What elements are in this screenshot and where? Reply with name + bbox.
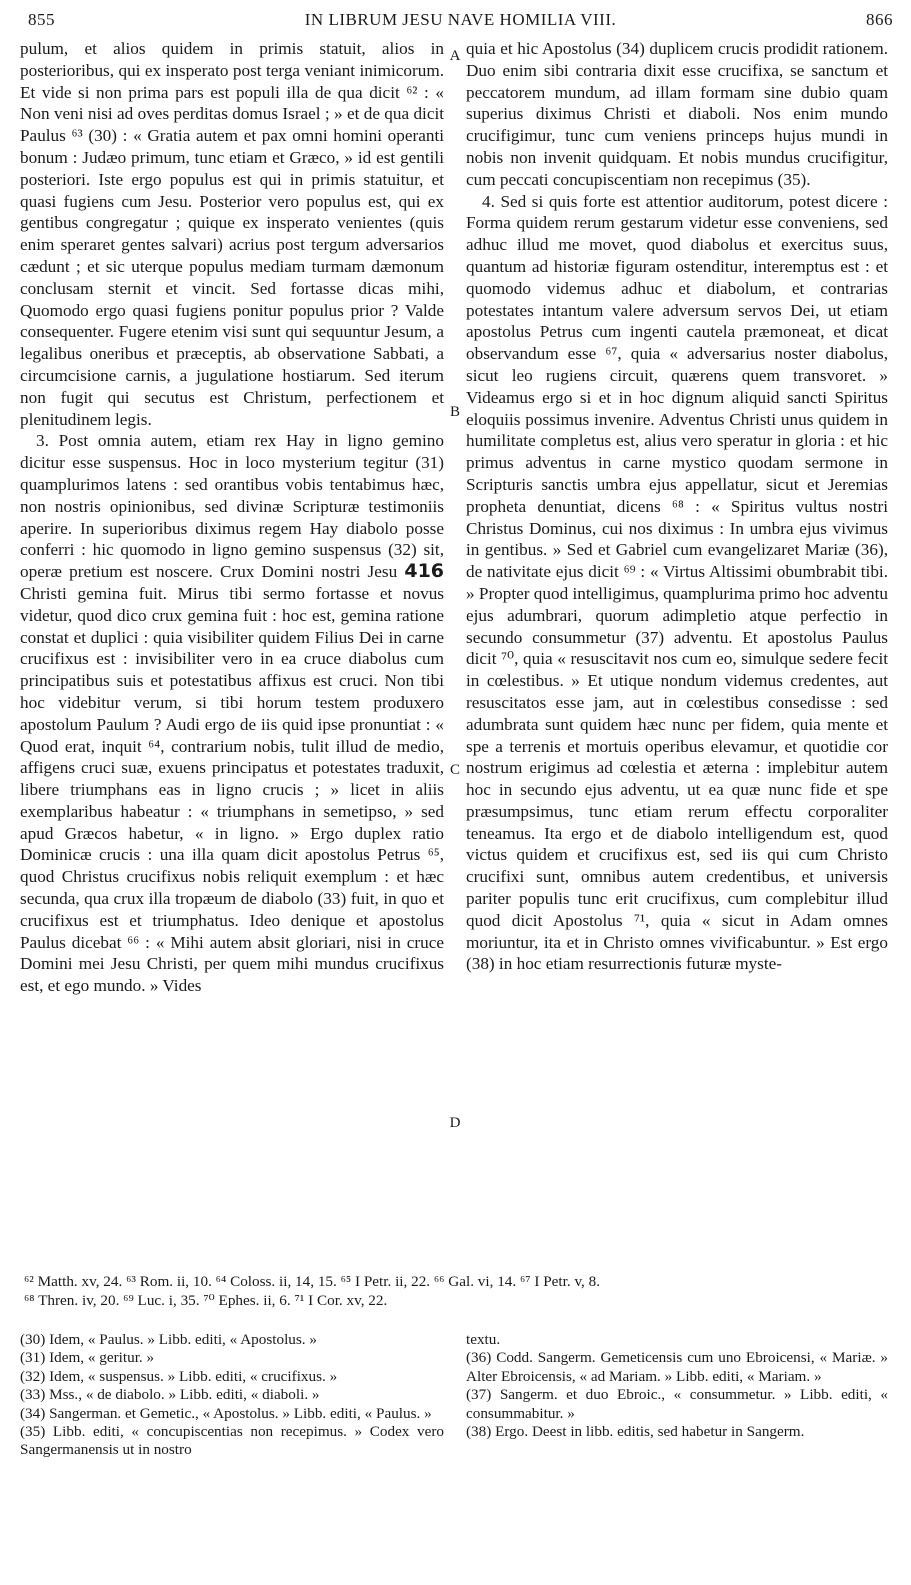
notes-left [20,1331,444,1460]
page-number-left: 855 [28,10,55,29]
note-31: (31) Idem, « geritur. » [20,1349,155,1367]
footnote-references [24,1272,890,1310]
note-35: (35) Libb. editi, « concupiscentias non recepimus. » Codex vero Sangermanensis ut in nostro [20,1423,444,1459]
left-paragraph-1: pulum, et alios quidem in primis statuit, alios in posterioribus, qui ex insperato post terga veniant inimicorum. Et vide si non prima pars est populi illa de qua dicit ⁶² : « Non veni nisi ad oves perditas domus Israel ; » et de qua dicit Paulus ⁶³ (30) : « Gratia autem et pax omni homini operanti bonum : Judæo primum, tunc etiam et Græco, » id est gentili posteriori. Iste ergo populus est qui in primis statuitur, et quasi fugiens cum Jesu. Posterior vero populus est, qui ex gentibus congregatur ; quique ex insperato venientes (quis enim speraret gentes salvari) acrius post tergum adversarios cædunt ; et sic uterque populus mediam turmam dæmonum conclusam sternit et vincit. Sed fortasse dicas mihi, Quomodo ergo quasi fugiens ponitur populus prior ? Valde consequenter. Fugere etenim visi sunt qui sequuntur Jesum, a legalibus oneribus et præceptis, ab observatione Sabbati, a circumcisione carnis, a jugulatione hostiarum. Sed iterum non fugit qui secutus est Christum, perfectionem et plenitudinem legis. [20,39,444,429]
left-paragraph-2-part-a: 3. Post omnia autem, etiam rex Hay in ligno gemino dicitur esse suspensus. Hoc in loco mysterium tegitur (31) quamplurimos latens : sed orantibus vobis tentabimus hæc, non nostris opinionibus, sed divinæ Scripturæ testimoniis aperire. In superioribus diximus regem Hay diabolo posse conferri : hic quomodo in ligno gemino suspensus (32) sit, operæ pretium est noscere. Crux Domini nostri Jesu [20,431,444,582]
page-number-right: 866 [866,10,893,29]
running-header [28,10,893,34]
footnote-references-line-2: ⁶⁸ Thren. iv, 20. ⁶⁹ Luc. i, 35. ⁷⁰ Ephes. ii, 6. ⁷¹ I Cor. xv, 22. [24,1292,388,1309]
note-33: (33) Mss., « de diabolo. » Libb. editi, « diaboli. » [20,1386,320,1404]
right-paragraph-2: 4. Sed si quis forte est attentior auditorum, potest dicere : Forma quidem rerum gestarum videtur esse conveniens, sed adhuc illud me movet, quod diabolus et exercitus suus, quantum ad historiæ figuram ostenditur, interemptus est : et quomodo videmus adhuc et diabolum, et contrarias potestates intantum valere adversum servos Dei, ut etiam apostolus Petrus cum ingenti cautela præmoneat, et dicat observandum esse ⁶⁷, quia « adversarius noster diabolus, sicut leo rugiens circuit, quærens quem transvoret. » Videamus ergo si et in hoc dignum aliquid sancti Spiritus eloquiis possimus invenire. Adventus Christi unus quidem in humilitate completus est, alius vero speratur in gloria : et hic primus adventus in carne mystico quodam sermone in Scripturis sanctis umbra ejus appellatur, sicut et Jeremias propheta denuntiat, dicens ⁶⁸ : « Spiritus vultus nostri Christus Dominus, cui nos diximus : In umbra ejus vivimus in gentibus. » Sed et Gabriel cum evangelizaret Mariæ (36), de nativitate ejus dicit ⁶⁹ : « Virtus Altissimi obumbrabit tibi. » Propter quod intelligimus, quamplurima primo hoc adventu ejus adumbrari, quorum adimpletio atque perfectio in secundo consummetur (37) adventu. Et apostolus Paulus dicit ⁷⁰, quia « resuscitavit nos cum eo, simulque sedere fecit in cœlestibus. » Et utique nondum videmus credentes, aut resuscitatos esse jam, aut in cœlestibus consedisse : sed adumbrata sunt quidem hæc nunc per fidem, quia mente et spe a terrenis et mortuis operibus elevamur, et quotidie cor nostrum erigimus ad cœlestia et æterna : implebitur autem hoc in secundo ejus adventu, ut ea quæ nunc fide et spe præsumpsimus, tunc etiam rerum effectu corporaliter teneamus. Ita ergo et de diabolo intelligendum est, quod victus quidem et crucifixus est, sed iis qui cum Christo crucifixi sunt, omnibus autem credentibus, et universis pariter populis tunc erit crucifixus, cum complebitur illud quod dicit Apostolus ⁷¹, quia « sicut in Adam omnes moriuntur, ita et in Christo omnes vivificabuntur. » Est ergo (38) in hoc etiam resurrectionis futuræ myste- [466,191,888,974]
running-title: IN LIBRUM JESU NAVE HOMILIA VIII. [304,10,617,29]
page-mark: 416 [404,560,445,583]
right-paragraph-1: quia et hic Apostolus (34) duplicem crucis prodidit rationem. Duo enim sibi contraria dixit esse crucifixa, se sanctum et peccatorem mundum, ad illam formam sine dubio quam superius diximus Christi et diaboli. Nos enim mundo crucifigimur, tunc cum veniens princeps hujus mundi in nobis non invenit quidquam. Et nobis mundus crucifigitur, cum peccati concupiscentiam non recepimus (35). [466,39,888,189]
left-paragraph-2 [20,430,444,997]
note-30: (30) Idem, « Paulus. » Libb. editi, « Apostolus. » [20,1331,317,1348]
margin-letter-d: D [449,1115,461,1131]
notes-right [466,1331,888,1441]
note-34: (34) Sangerman. et Gemetic., « Apostolus. » Libb. editi, « Paulus. » [20,1404,432,1422]
note-38: (38) Ergo. Deest in libb. editis, sed habetur in Sangerm. [466,1423,805,1441]
margin-letter-b: B [449,404,460,420]
note-35-continued: textu. [466,1331,501,1348]
left-paragraph-2-part-b: Christi gemina fuit. Mirus tibi sermo fortasse et novus videtur, quod dico crux gemina fuit : hoc est, gemina ratione constat et duplici : quia visibiliter quidem Filius Dei in carne crucifixus est : invisibiliter vero in ea cruce diabolus cum principatibus suis et potestatibus affixus est cruci. Non tibi hoc videbitur verum, si tibi horum testem produxero apostolum Paulum ? Audi ergo de iis quid ipse pronuntiat : « Quod erat, inquit ⁶⁴, contrarium nobis, tulit illud de medio, affigens cruci suæ, exuens principatus et potestates traduxit, libere triumphans eas in ligno crucis ; » licet in aliis exemplaribus habeatur : « triumphans in semetipso, » sed apud Græcos habetur, « in ligno. » Ergo duplex ratio Dominicæ crucis : una illa quam dicit apostolus Petrus ⁶⁵, quod Christus crucifixus nobis reliquit exemplum : et hæc secunda, qua crux illa tropæum de diabolo (33) fuit, in quo et crucifixus est et triumphatus. Ideo denique et apostolus Paulus dicebat ⁶⁶ : « Mihi autem absit gloriari, nisi in cruce Domini mei Jesu Christi, per quem mihi mundus crucifixus est, et ego mundo. » Vides [20,583,444,996]
note-37: (37) Sangerm. et duo Ebroic., « consummetur. » Libb. editi, « consummabitur. » [466,1386,888,1422]
note-32: (32) Idem, « suspensus. » Libb. editi, « crucifixus. » [20,1367,338,1385]
left-column [20,38,444,997]
right-column [466,38,888,975]
margin-letter-a: A [449,48,461,64]
note-36: (36) Codd. Sangerm. Gemeticensis cum uno Ebroicensi, « Mariæ. » Alter Ebroicensis, « ad Mariam. » Libb. editi, « Mariam. » [466,1349,888,1385]
margin-letter-c: C [449,762,460,778]
footnote-references-line-1: ⁶² Matth. xv, 24. ⁶³ Rom. ii, 10. ⁶⁴ Coloss. ii, 14, 15. ⁶⁵ I Petr. ii, 22. ⁶⁶ Gal. vi, 14. ⁶⁷ I Petr. v, 8. [24,1273,601,1290]
